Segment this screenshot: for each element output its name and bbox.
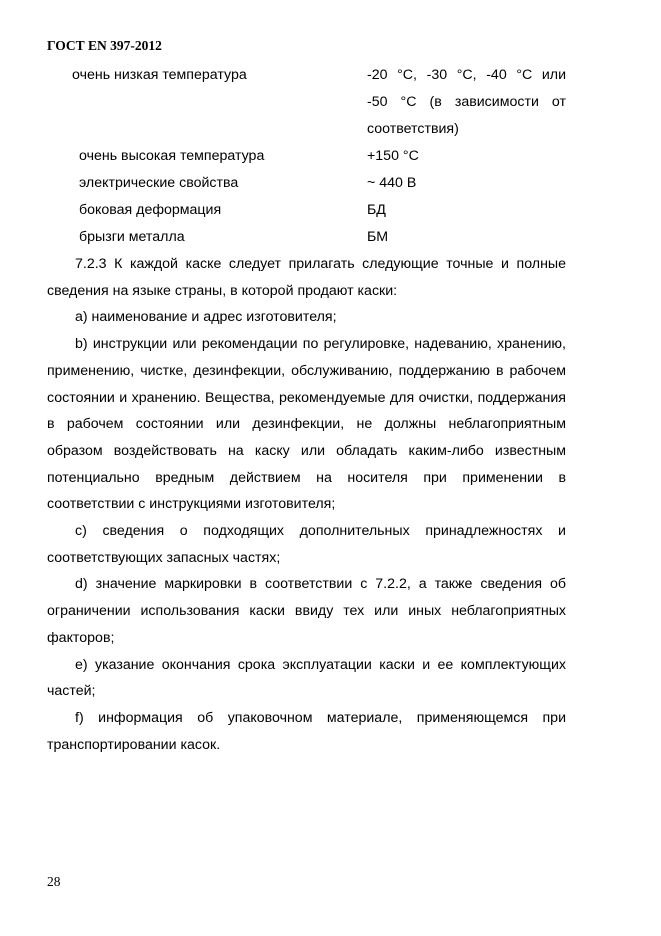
list-item: f) информация об упаковочном материале, применяющемся при транспортировании касок. [47,709,566,753]
specification-table [0,0,661,260]
list-item: e) указание окончания срока эксплуатации каски и ее комплектующих частей; [47,656,566,700]
section-body [47,251,566,758]
page-number: 28 [47,874,61,889]
list-item: c) сведения о подходящих дополнительных принадлежностях и соответствующих запасных частях; [47,523,566,566]
spec-name: боковая деформация [79,202,222,218]
spec-value: ~ 440 В [367,175,417,191]
spec-value-line: соответствия) [367,121,459,137]
document-header: ГОСТ EN 397-2012 [47,38,162,53]
spec-name: очень высокая температура [79,148,265,164]
spec-name: очень низкая температура [72,67,247,83]
spec-value-line: -20 °C, -30 °C, -40 °C или [367,67,566,83]
spec-value-line: -50 °C (в зависимости от [367,94,566,110]
spec-name: брызги металла [79,229,185,245]
spec-value: БД [367,202,386,218]
spec-name: электрические свойства [79,175,239,191]
list-item: a) наименование и адрес изготовителя; [75,309,337,326]
spec-value: +150 °C [367,148,419,164]
list-item: d) значение маркировки в соответствии с 7.2.2, а также сведения об ограничении использования каски ввиду тех или иных неблагоприятных факторов; [47,576,566,646]
spec-value: БМ [367,229,389,245]
section-intro: 7.2.3 К каждой каске следует прилагать следующие точные и полные сведения на языке страны, в которой продают каски: [47,256,566,299]
list-item: b) инструкции или рекомендации по регулировке, надеванию, хранению, применению, чистке, дезинфекции, обслуживанию, поддержанию в рабочем состоянии и хранению. Вещества, рекомендуемые для очистки, поддержания в рабочем состоянии или дезинфекции, не должны неблагоприятным образом воздействовать на каску или обладать каким-либо известным потенциально вредным действием на носителя при применении в соответствии с инструкциями изготовителя; [47,336,566,513]
